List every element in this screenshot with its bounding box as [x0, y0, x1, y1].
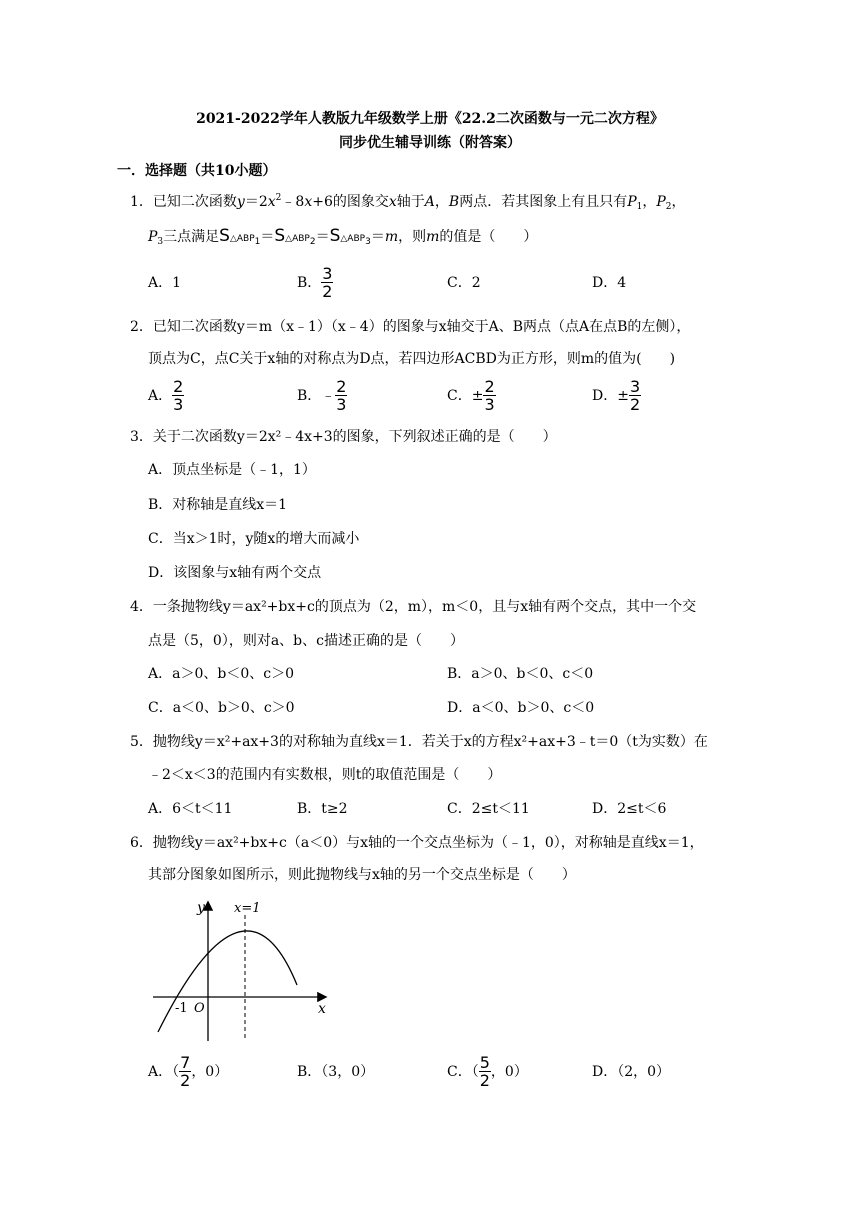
question-2-option-b: B． ﹣ $\frac{2}{3}$ — [297, 377, 347, 414]
fraction: $\frac{2}{3}$ — [484, 377, 495, 414]
question-6-option-c: C．（ $\frac{5}{2}$ ，0） — [447, 1053, 528, 1090]
fraction: $\frac{3}{2}$ — [322, 264, 333, 301]
doc-title-line2: 同步优生辅导训练（附答案） — [339, 135, 521, 151]
question-5-line1: 5．抛物线y＝x²+ax+3的对称轴为直线x＝1．若关于x的方程x²+ax+3﹣t＝0（t为实数）在 — [130, 734, 708, 750]
question-4-option-d: D．a＜0、b＞0、c＜0 — [447, 700, 595, 716]
question-3-option-c: C．当x＞1时，y随x的增大而减小 — [148, 531, 360, 547]
section-heading: 一．选择题（共10小题） — [117, 163, 277, 179]
question-4-option-c: C．a＜0、b＞0、c＞0 — [148, 700, 295, 716]
question-5-line2: ﹣2＜x＜3的范围内有实数根，则t的取值范围是（ ） — [148, 767, 502, 783]
question-1-line2: $P_3$三点满足S△ABP1＝S△ABP2＝S△ABP3＝m，则m的值是（ ） — [148, 226, 538, 247]
question-1-option-a: A．1 — [148, 275, 182, 291]
question-3-option-d: D．该图象与x轴有两个交点 — [148, 565, 322, 581]
parabola-figure — [145, 895, 335, 1045]
question-5-option-c: C．2≤t＜11 — [447, 801, 530, 817]
question-6-line1: 6．抛物线y＝ax²+bx+c（a＜0）与x轴的一个交点坐标为（﹣1，0），对称轴是直线x＝1， — [130, 835, 704, 851]
question-5-option-d: D．2≤t＜6 — [592, 801, 667, 817]
question-6-option-d: D．（2，0） — [592, 1064, 671, 1080]
question-4-line2: 点是（5，0），则对a、b、c描述正确的是（ ） — [148, 633, 464, 649]
neg-one-label: -1 — [175, 1001, 188, 1016]
fraction: $\frac{7}{2}$ — [180, 1053, 191, 1090]
question-4-line1: 4．一条抛物线y＝ax²+bx+c的顶点为（2，m），m＜0，且与x轴有两个交点，其中一个交 — [130, 599, 697, 615]
question-6-option-b: B．（3，0） — [297, 1064, 375, 1080]
origin-label: O — [194, 1001, 205, 1016]
question-2-line1: 2．已知二次函数y＝m（x﹣1）（x﹣4）的图象与x轴交于A、B两点（点A在点B的左侧）， — [130, 319, 691, 335]
question-1-option-b: B． $\frac{3}{2}$ — [297, 264, 333, 301]
question-1-line1: 1．已知二次函数$y=2x^2﹣8x+6$的图象交x轴于A，B两点．若其图象上有且只有$P_1$，$P_2$， — [130, 193, 686, 212]
fraction: $\frac{3}{2}$ — [629, 377, 641, 414]
y-axis-label: y — [197, 900, 205, 916]
question-3-option-a: A．顶点坐标是（﹣1，1） — [148, 462, 316, 478]
x-axis-label: x — [318, 1001, 326, 1017]
question-4-option-b: B．a＞0、b＜0、c＜0 — [447, 666, 594, 682]
question-2-option-c: C． ± $\frac{2}{3}$ — [447, 377, 495, 414]
question-2-option-d: D． ± $\frac{3}{2}$ — [592, 377, 641, 414]
question-3-option-b: B．对称轴是直线x＝1 — [148, 497, 288, 513]
parabola-curve — [158, 931, 297, 1032]
question-5-option-a: A．6＜t＜11 — [148, 801, 233, 817]
symmetry-axis-label: x=1 — [234, 901, 261, 916]
question-6-option-a: A．（ $\frac{7}{2}$ ，0） — [148, 1053, 229, 1090]
fraction: $\frac{5}{2}$ — [479, 1053, 490, 1090]
fraction: $\frac{2}{3}$ — [173, 377, 184, 414]
fraction: $\frac{2}{3}$ — [336, 377, 347, 414]
doc-title-line1: 2021-2022学年人教版九年级数学上册《22.2二次函数与一元二次方程》 — [196, 111, 664, 127]
question-6-line2: 其部分图象如图所示，则此抛物线与x轴的另一个交点坐标是（ ） — [148, 867, 576, 883]
question-1-option-c: C．2 — [447, 275, 481, 291]
question-2-line2: 顶点为C，点C关于x轴的对称点为D点，若四边形ACBD为正方形，则m的值为( ) — [148, 351, 676, 367]
question-5-option-b: B．t≥2 — [297, 801, 348, 817]
question-1-option-d: D．4 — [592, 275, 627, 291]
question-3-line1: 3．关于二次函数y＝2x²﹣4x+3的图象，下列叙述正确的是（ ） — [130, 429, 557, 445]
question-2-option-a: A． $\frac{2}{3}$ — [148, 377, 184, 414]
question-4-option-a: A．a＞0、b＜0、c＞0 — [148, 666, 294, 682]
